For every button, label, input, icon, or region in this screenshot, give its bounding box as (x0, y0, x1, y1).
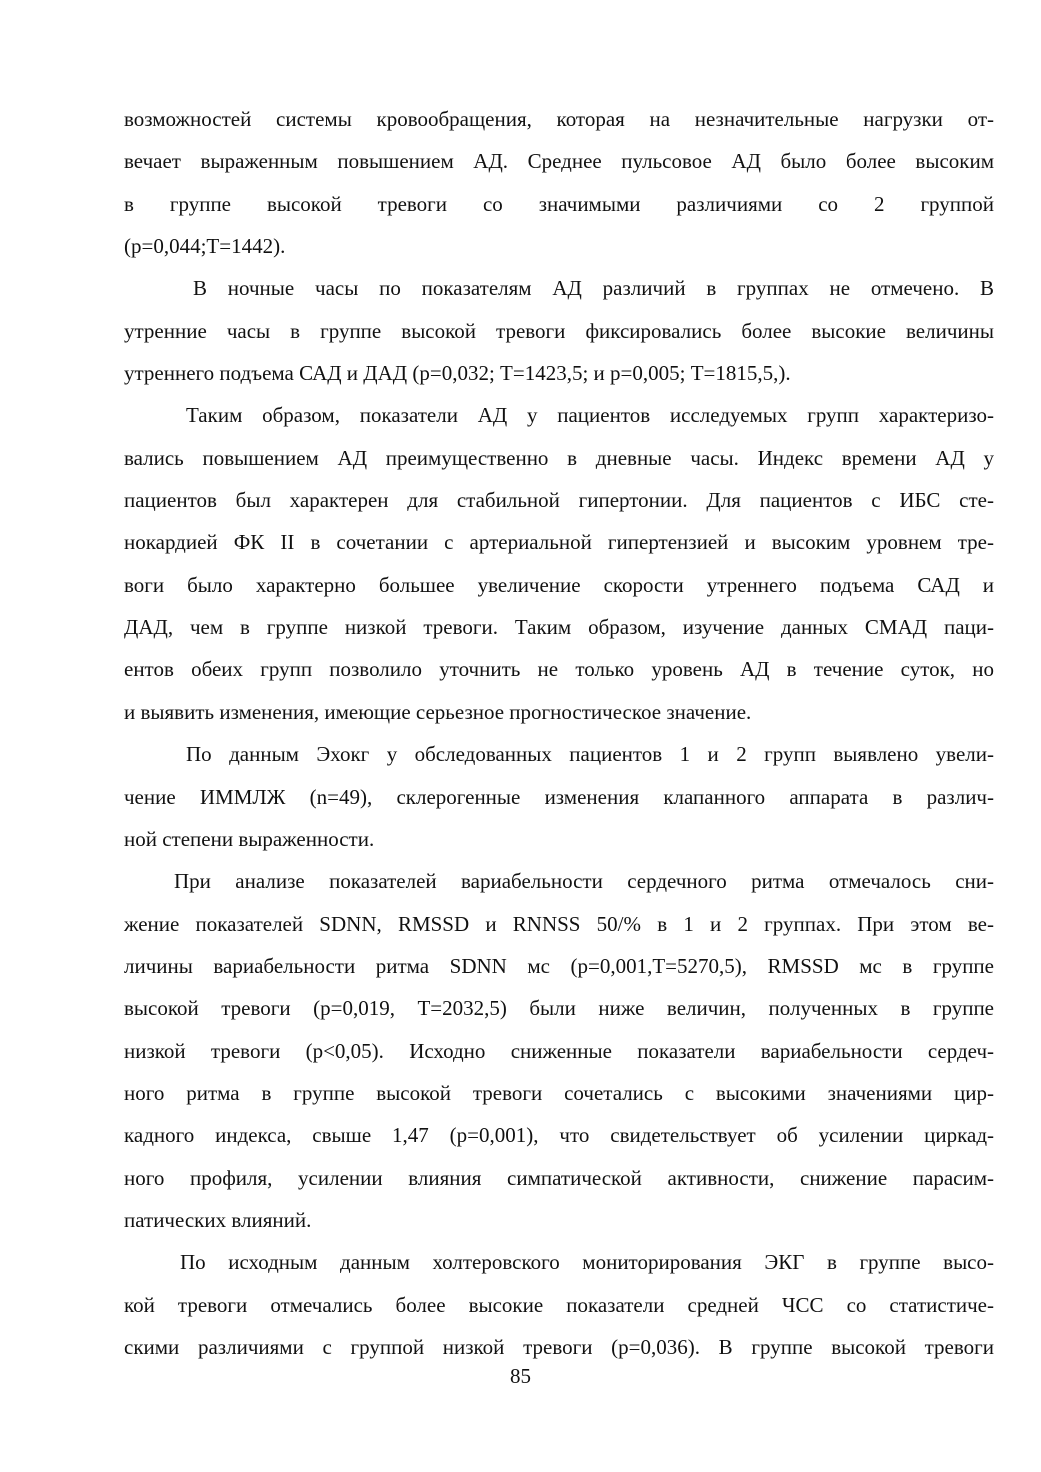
paragraph-3 (124, 394, 994, 733)
text-line: Таким образом, показатели АД у пациентов исследуемых групп характеризо- (186, 403, 994, 428)
text-line: в группе высокой тревоги со значимыми различиями со 2 группой (124, 191, 994, 216)
page-number: 85 (510, 1364, 531, 1388)
text-line: ного ритма в группе высокой тревоги сочетались с высокими значениями цир- (124, 1080, 994, 1105)
text-line: (p=0,044;T=1442). (124, 234, 286, 259)
text-line: низкой тревоги (р<0,05). Исходно сниженные показатели вариабельности сердеч- (124, 1038, 994, 1063)
text-line: При анализе показателей вариабельности сердечного ритма отмечалось сни- (174, 869, 994, 894)
paragraph-6 (124, 1241, 994, 1368)
paragraph-5 (124, 860, 994, 1241)
text-line: ной степени выраженности. (124, 826, 375, 851)
text-line: ентов обеих групп позволило уточнить не только уровень АД в течение суток, но (124, 657, 994, 682)
text-line: По данным Эхокг у обследованных пациентов 1 и 2 групп выявлено увели- (186, 742, 994, 767)
text-line: ДАД, чем в группе низкой тревоги. Таким образом, изучение данных СМАД паци- (124, 615, 994, 640)
text-line: скими различиями с группой низкой тревоги (р=0,036). В группе высокой тревоги (124, 1334, 994, 1359)
text-line: утренние часы в группе высокой тревоги фиксировались более высокие величины (124, 318, 994, 343)
text-line: вались повышением АД преимущественно в дневные часы. Индекс времени АД у (124, 445, 994, 470)
text-line: и выявить изменения, имеющие серьезное прогностическое значение. (124, 699, 752, 724)
text-line: жение показателей SDNN, RMSSD и RNNSS 50/% в 1 и 2 группах. При этом ве- (124, 911, 994, 936)
text-line: утреннего подъема САД и ДАД (р=0,032; Т=1423,5; и р=0,005; Т=1815,5,). (124, 361, 791, 386)
text-line: пациентов был характерен для стабильной гипертонии. Для пациентов с ИБС сте- (124, 488, 994, 513)
text-line: кой тревоги отмечались более высокие показатели средней ЧСС со статистиче- (124, 1292, 994, 1317)
text-line: чение ИММЛЖ (n=49), склерогенные изменения клапанного аппарата в различ- (124, 784, 994, 809)
text-line: В ночные часы по показателям АД различий в группах не отмечено. В (193, 276, 994, 301)
paragraph-1 (124, 98, 994, 267)
paragraph-4 (124, 733, 994, 860)
text-line: патических влияний. (124, 1207, 312, 1232)
text-line: нокардией ФК II в сочетании с артериальной гипертензией и высоким уровнем тре- (124, 530, 994, 555)
text-line: вечает выраженным повышением АД. Среднее пульсовое АД было более высоким (124, 149, 994, 174)
text-line: высокой тревоги (р=0,019, Т=2032,5) были ниже величин, полученных в группе (124, 996, 994, 1021)
text-line: кадного индекса, свыше 1,47 (р=0,001), что свидетельствует об усилении циркад- (124, 1123, 994, 1148)
text-line: личины вариабельности ритма SDNN мс (р=0,001,Т=5270,5), RMSSD мс в группе (124, 953, 994, 978)
paragraph-2 (124, 267, 994, 394)
text-line: воги было характерно большее увеличение скорости утреннего подъема САД и (124, 572, 994, 597)
text-line: По исходным данным холтеровского мониторирования ЭКГ в группе высо- (180, 1250, 994, 1275)
body-text (124, 98, 994, 1368)
text-line: возможностей системы кровообращения, которая на незначительные нагрузки от- (124, 107, 994, 131)
text-line: ного профиля, усилении влияния симпатической активности, снижение парасим- (124, 1165, 994, 1190)
